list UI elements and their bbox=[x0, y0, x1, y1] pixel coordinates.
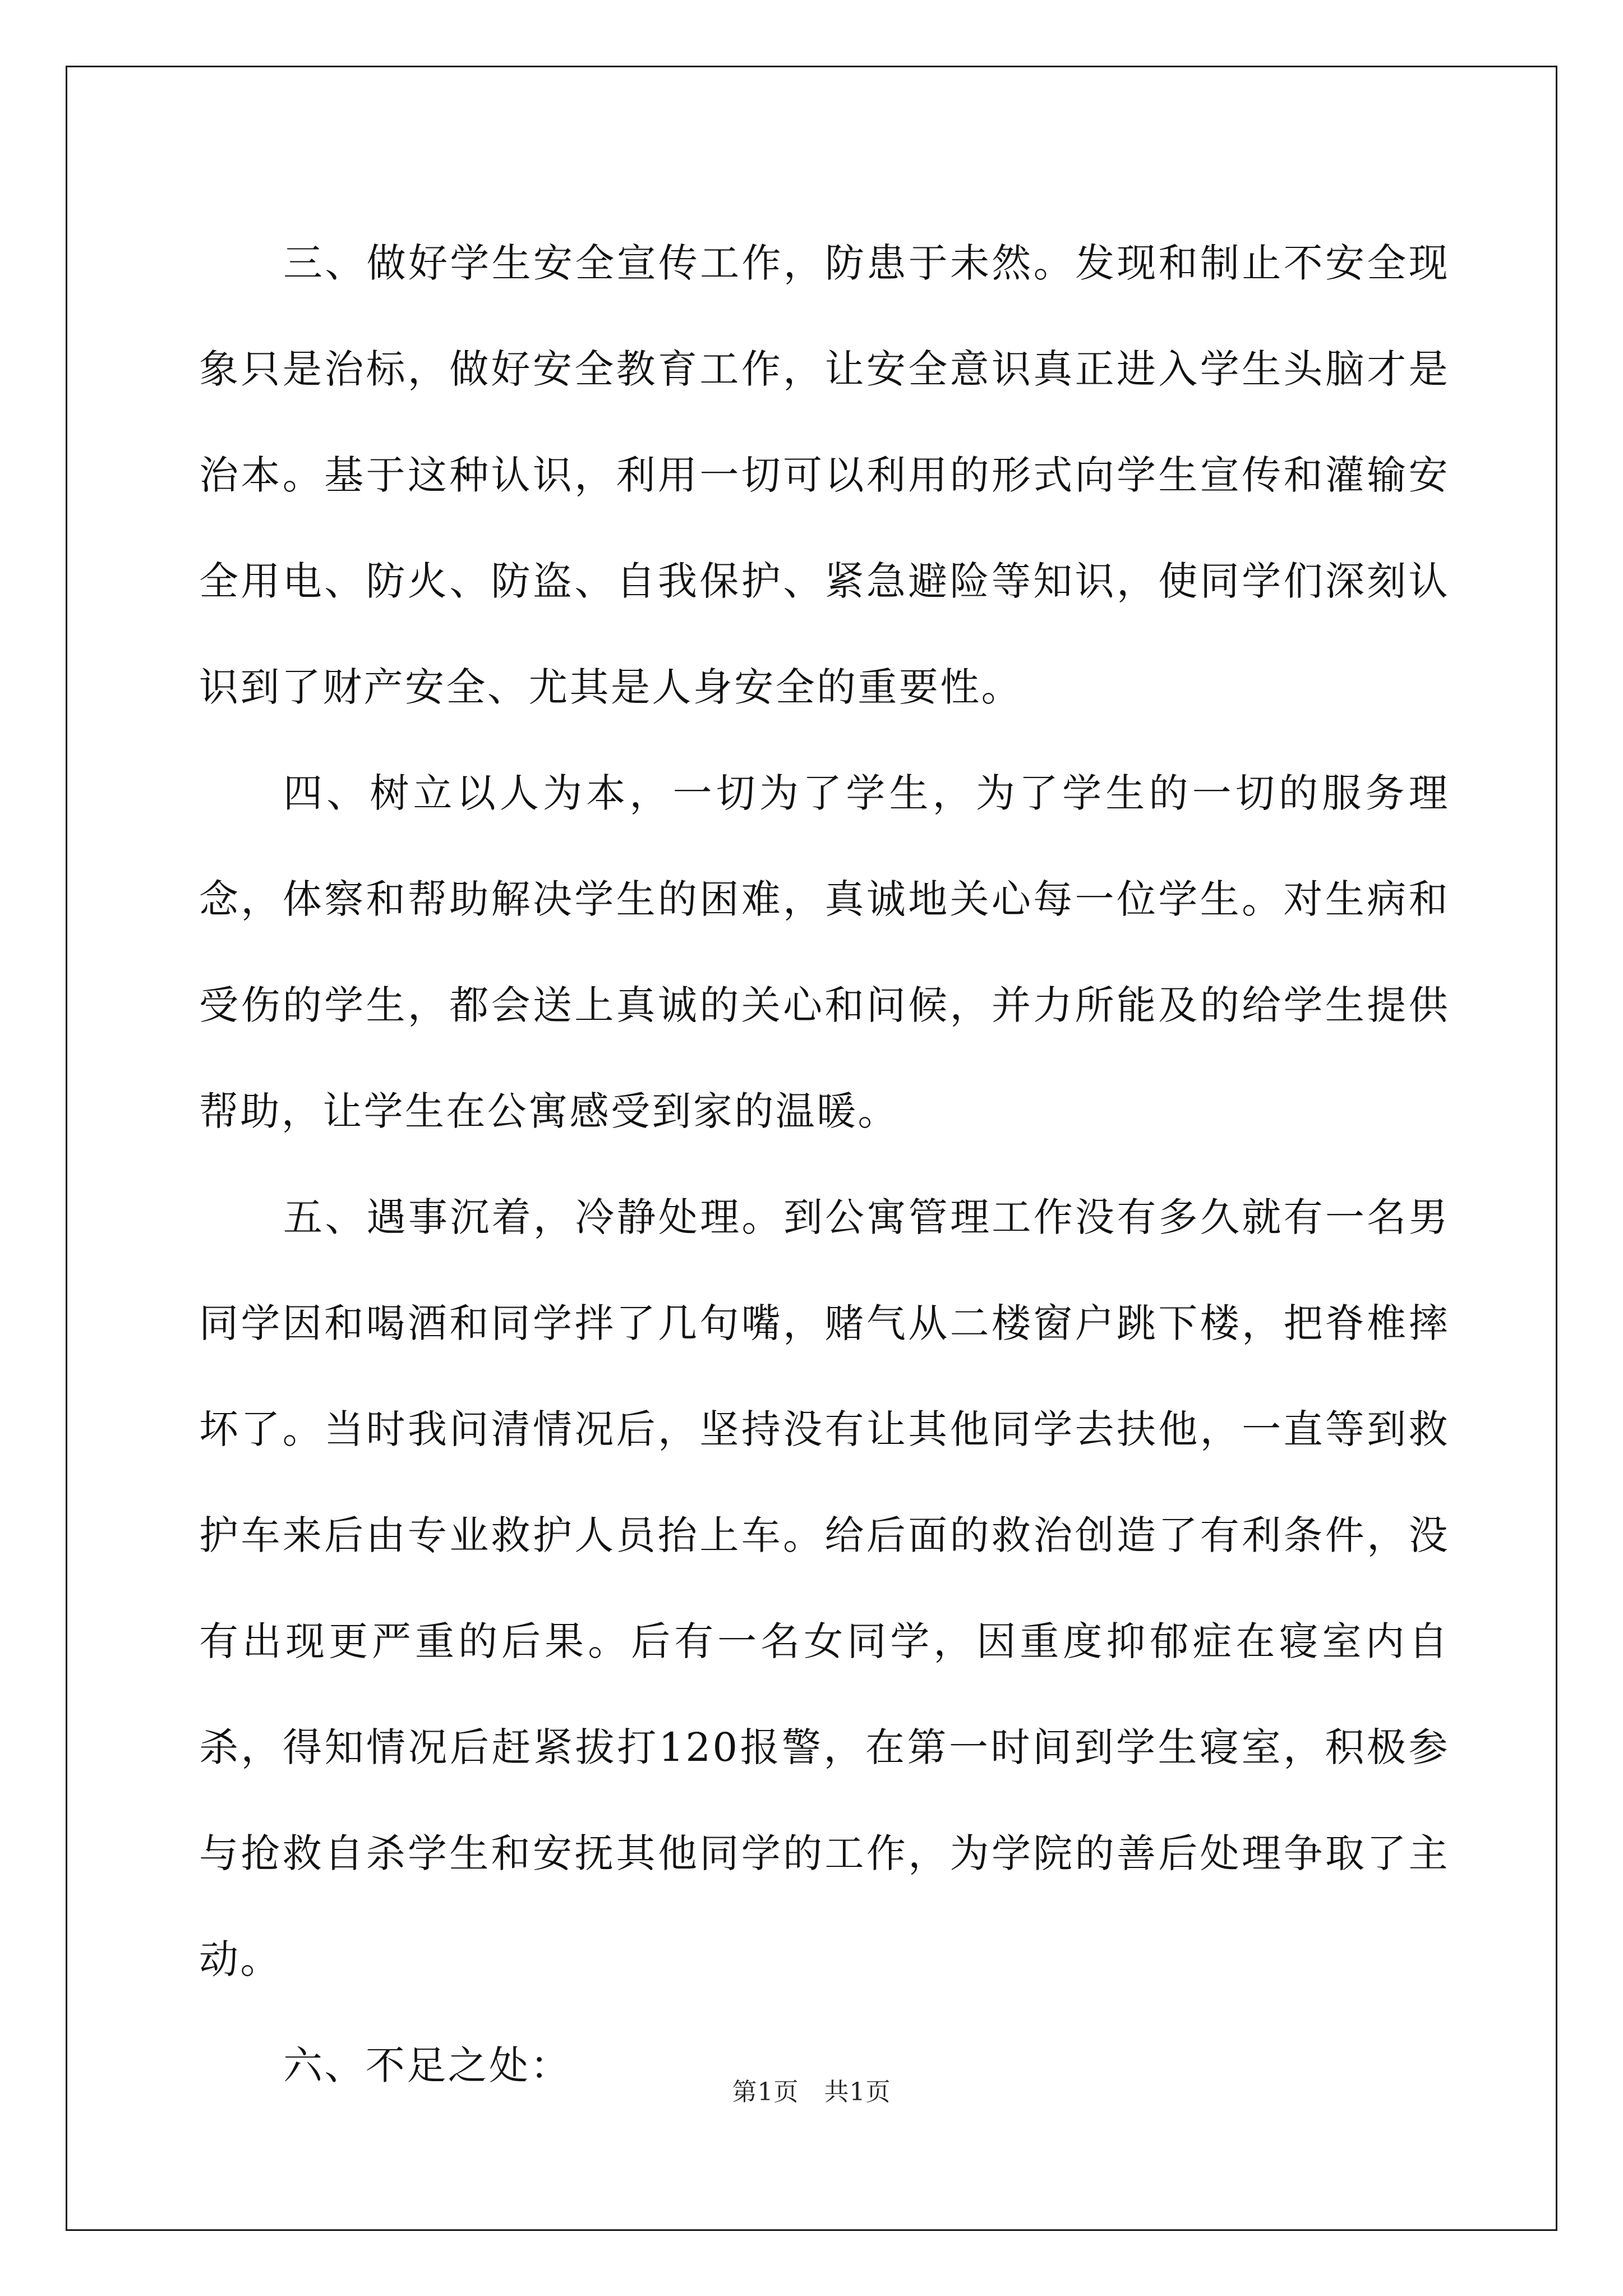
page-footer: 第1页 共1页 bbox=[732, 2078, 891, 2106]
paragraph-4-student-service: 四、树立以人为本，一切为了学生，为了学生的一切的服务理念，体察和帮助解决学生的困难，真诚地关心每一位学生。对生病和受伤的学生，都会送上真诚的关心和问候，并力所能及的给学生提供帮助，让学生在公寓感受到家的温暖。 bbox=[199, 770, 1450, 1134]
paragraph-5-emergency-handling: 五、遇事沉着，冷静处理。到公寓管理工作没有多久就有一名男同学因和喝酒和同学拌了几句嘴，赌气从二楼窗户跳下楼，把脊椎摔坏了。当时我问清情况后，坚持没有让其他同学去扶他，一直等到救护车来后由专业救护人员抬上车。给后面的救治创造了有利条件，没有出现更严重的后果。后有一名女同学，因重度抑郁症在寝室内自杀，得知情况后赶紧拔打120报警，在第一时间到学生寝室，积极参与抢救自杀学生和安抚其他同学的工作，为学院的善后处理争取了主动。 bbox=[199, 1194, 1450, 1982]
document-body bbox=[199, 210, 1450, 2119]
paragraph-3-safety-education: 三、做好学生安全宣传工作，防患于未然。发现和制止不安全现象只是治标，做好安全教育工作，让安全意识真正进入学生头脑才是治本。基于这种认识，利用一切可以利用的形式向学生宣传和灌输安全用电、防火、防盗、自我保护、紧急避险等知识，使同学们深刻认识到了财产安全、尤其是人身安全的重要性。 bbox=[199, 240, 1450, 710]
paragraph-6-shortcomings: 六、不足之处： bbox=[283, 2042, 571, 2088]
